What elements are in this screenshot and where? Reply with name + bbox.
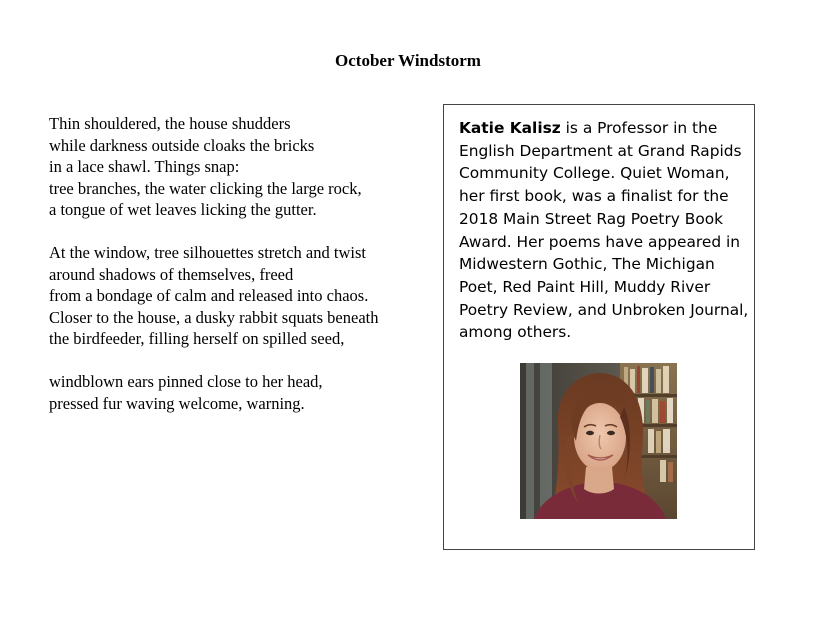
author-bio-box — [443, 104, 755, 550]
bio-first-line-rest: is a Professor in the — [560, 119, 718, 137]
author-bio — [459, 117, 751, 344]
poem-line: in a lace shawl. Things snap: — [49, 157, 240, 176]
bio-line: Poet, Red Paint Hill, Muddy River — [459, 277, 711, 296]
poem-line: windblown ears pinned close to her head, — [49, 372, 323, 391]
poem-title: October Windstorm — [335, 51, 481, 70]
bio-line: Award. Her poems have appeared in — [459, 232, 741, 251]
bio-line: Poetry Review, and Unbroken Journal, — [459, 300, 749, 319]
bio-line: Midwestern Gothic, The Michigan — [459, 255, 715, 274]
bio-line: Community College. Quiet Woman, — [459, 164, 730, 183]
author-photo — [520, 363, 677, 519]
poem-line: the birdfeeder, filling herself on spilled seed, — [49, 329, 345, 348]
poem-line: pressed fur waving welcome, warning. — [49, 393, 305, 413]
poem-line: from a bondage of calm and released into chaos. — [49, 286, 369, 305]
poem-line: Closer to the house, a dusky rabbit squats beneath — [49, 307, 379, 327]
stanza-1 — [49, 113, 439, 221]
bio-first-line — [459, 117, 751, 140]
stanza-3 — [49, 371, 439, 414]
poem-line: around shadows of themselves, freed — [49, 264, 294, 284]
bio-line: English Department at Grand Rapids — [459, 141, 742, 160]
author-name: Katie Kalisz — [459, 119, 561, 137]
poem-line: a tongue of wet leaves licking the gutter. — [49, 200, 317, 219]
bio-line: 2018 Main Street Rag Poetry Book — [459, 209, 724, 228]
bio-line: among others. — [459, 323, 572, 342]
poem-line: tree branches, the water clicking the large rock, — [49, 178, 362, 198]
bio-line: her first book, was a finalist for the — [459, 187, 729, 206]
poem-line: while darkness outside cloaks the bricks — [49, 135, 315, 155]
stanza-2 — [49, 242, 439, 350]
poem-line: At the window, tree silhouettes stretch and twist — [49, 243, 366, 262]
poem-body — [49, 113, 439, 414]
poem-line: Thin shouldered, the house shudders — [49, 114, 291, 133]
